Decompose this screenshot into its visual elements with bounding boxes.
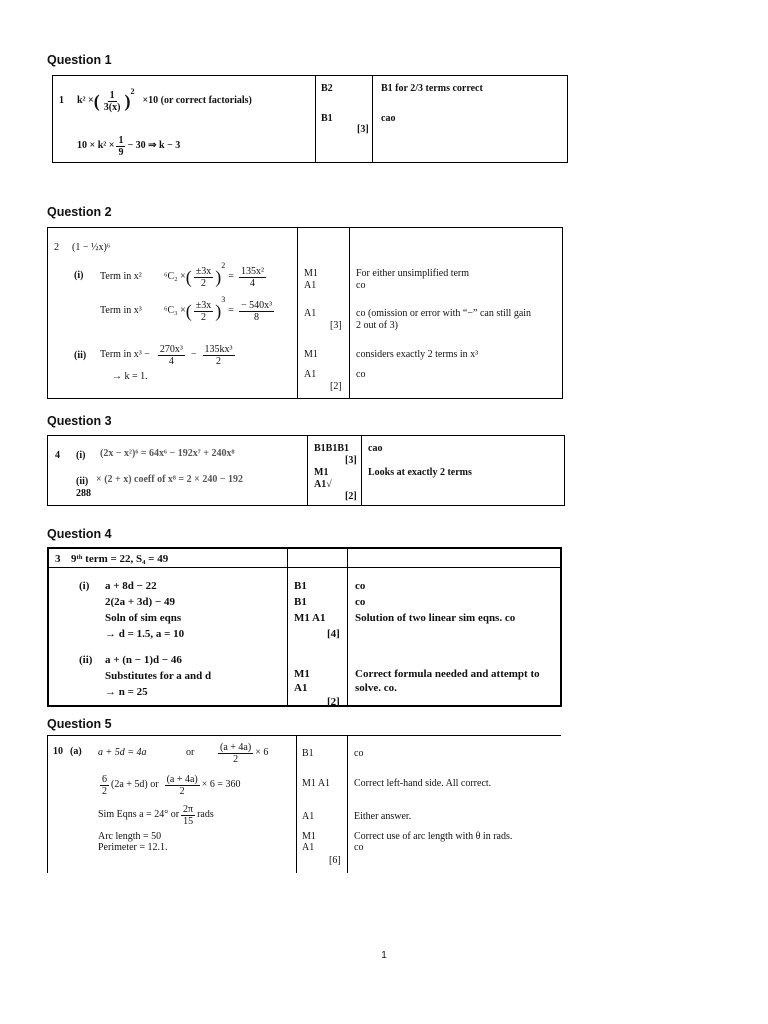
mark: M1	[294, 668, 310, 680]
guidance-note: co	[354, 842, 364, 853]
mark: B1	[294, 596, 307, 608]
guidance-note: co	[355, 596, 366, 608]
mark-total: [2]	[327, 696, 340, 708]
q4-ii-line: Substitutes for a and d	[105, 670, 212, 682]
mark: B1	[321, 113, 333, 124]
mark: M1 A1	[302, 778, 331, 789]
mark: A1	[304, 308, 317, 319]
mark-total: [2]	[330, 381, 342, 392]
mark-total: [3]	[357, 124, 369, 135]
guidance-note: B1 for 2/3 terms correct	[381, 83, 483, 94]
mark: M1	[314, 467, 329, 478]
mark: M1 A1	[294, 612, 326, 624]
q4-ii-line: → n = 25	[105, 686, 148, 698]
guidance-note: Either answer.	[354, 811, 412, 822]
guidance-note: 2 out of 3)	[356, 320, 398, 331]
q2-line-4: → k = 1.	[112, 371, 148, 382]
guidance-note: For either unsimplified term	[356, 268, 470, 279]
guidance-note: co	[355, 580, 366, 592]
q4-i-line: a + 8d − 22	[105, 580, 157, 592]
q4-i-line: → d = 1.5, a = 10	[105, 628, 185, 640]
q2-line-3: Term in x³ − $\frac{\text{270x³}}{4}$ − $\frac{\text{135kx³}}{2}$	[100, 343, 233, 367]
part-label: (i)	[74, 270, 84, 281]
mark: B1B1B1	[314, 443, 350, 454]
question-4-heading: Question 4	[47, 527, 112, 541]
q2-line-1: Term in x² ⁶C₂ × ( $\frac{\pm 3x}{2}$ ) $^2$ = $\frac{\text{135x²}}{4}$	[100, 261, 264, 289]
q4-i-line: 2(2a + 3d) − 49	[105, 596, 175, 608]
question-2-table	[47, 227, 563, 399]
mark: A1	[294, 682, 308, 694]
mark: A1	[302, 811, 315, 822]
mark: B2	[321, 83, 333, 94]
guidance-note: cao	[381, 113, 396, 124]
question-number: 4	[55, 450, 60, 461]
q5-line-3: Sim Eqns a = 24° or $\frac{2\pi}{15}$ rads	[98, 803, 214, 827]
q4-ii-line: a + (n − 1)d − 46	[105, 654, 182, 666]
q5-line-2: $\frac{6}{2}$ (2a + 5d) or $\frac{(a + 4a)}{2}$ × 6 = 360	[102, 773, 241, 797]
part-label: (ii)	[79, 654, 93, 666]
guidance-note: Correct left-hand side. All correct.	[354, 778, 492, 789]
mark: M1	[304, 349, 318, 360]
question-5-heading: Question 5	[47, 717, 112, 731]
part-label: (a)	[70, 746, 82, 757]
mark-total: [3]	[330, 320, 342, 331]
question-number: 10	[53, 746, 63, 757]
question-5-table	[47, 735, 561, 873]
q3-line-1: (2x − x²)⁶ = 64x⁶ − 192x⁷ + 240x⁸	[100, 448, 235, 459]
mark: A1√	[314, 479, 332, 490]
q5-line-5: Perimeter = 12.1.	[98, 842, 168, 853]
guidance-note: Correct use of arc length with θ in rads.	[354, 831, 513, 842]
mark: M1	[302, 831, 316, 842]
q1-equation-1: k² × ( $\frac{1}{3(x)}$ ) $^2$ ×10 (or correct factorials)	[77, 87, 252, 113]
part-label: (ii)	[74, 350, 87, 361]
question-2-heading: Question 2	[47, 205, 112, 219]
guidance-note: Correct formula needed and attempt to	[355, 668, 540, 680]
mark-total: [4]	[327, 628, 340, 640]
question-3-table	[47, 435, 565, 506]
mark: B1	[302, 748, 314, 759]
mark: B1	[294, 580, 307, 592]
part-label: (ii)	[76, 476, 89, 487]
q5-line-1: a + 5d = 4a or $\frac{(a + 4a)}{2}$ × 6	[98, 741, 269, 765]
question-1-heading: Question 1	[47, 53, 112, 67]
guidance-note: co	[354, 748, 364, 759]
mark: A1	[304, 369, 317, 380]
question-3-heading: Question 3	[47, 414, 112, 428]
question-number: 3	[55, 553, 61, 565]
q3-line-3: 288	[76, 488, 91, 499]
guidance-note: solve. co.	[355, 682, 397, 694]
question-number: 2	[54, 242, 59, 253]
mark-total: [2]	[345, 491, 357, 502]
q2-expression: (1 − ½x)⁶	[72, 242, 111, 253]
guidance-note: cao	[368, 443, 383, 454]
mark-total: [3]	[345, 455, 357, 466]
question-number: 1	[59, 95, 64, 106]
guidance-note: considers exactly 2 terms in x³	[356, 349, 479, 360]
mark: M1	[304, 268, 318, 279]
q2-line-2: Term in x³ ⁶C₃ × ( $\frac{\pm 3x}{2}$ ) $^3$ = $\frac{\text{− 540x³}}{8}$	[100, 295, 273, 323]
q3-line-2: × (2 + x) coeff of x⁸ = 2 × 240 − 192	[96, 474, 244, 485]
page-number: 1	[381, 950, 387, 961]
guidance-note: co	[356, 369, 366, 380]
part-label: (i)	[79, 580, 90, 592]
question-1-table	[52, 75, 568, 163]
guidance-note: Looks at exactly 2 terms	[368, 467, 472, 478]
q5-line-4: Arc length = 50	[98, 831, 162, 842]
q1-equation-2: 10 × k² × $\frac{1}{9}$ − 30 ⇒ k − 3	[77, 134, 181, 158]
q4-i-line: Soln of sim eqns	[105, 612, 182, 624]
mark: A1	[304, 280, 317, 291]
q4-header: 9ᵗʰ term = 22, S₄ = 49	[71, 553, 169, 565]
mark: A1	[302, 842, 315, 853]
guidance-note: co	[356, 280, 366, 291]
part-label: (i)	[76, 450, 86, 461]
mark-total: [6]	[329, 855, 341, 866]
question-4-table	[47, 547, 562, 707]
guidance-note: Solution of two linear sim eqns. co	[355, 612, 516, 624]
guidance-note: co (omission or error with “−” can still gain	[356, 308, 532, 319]
